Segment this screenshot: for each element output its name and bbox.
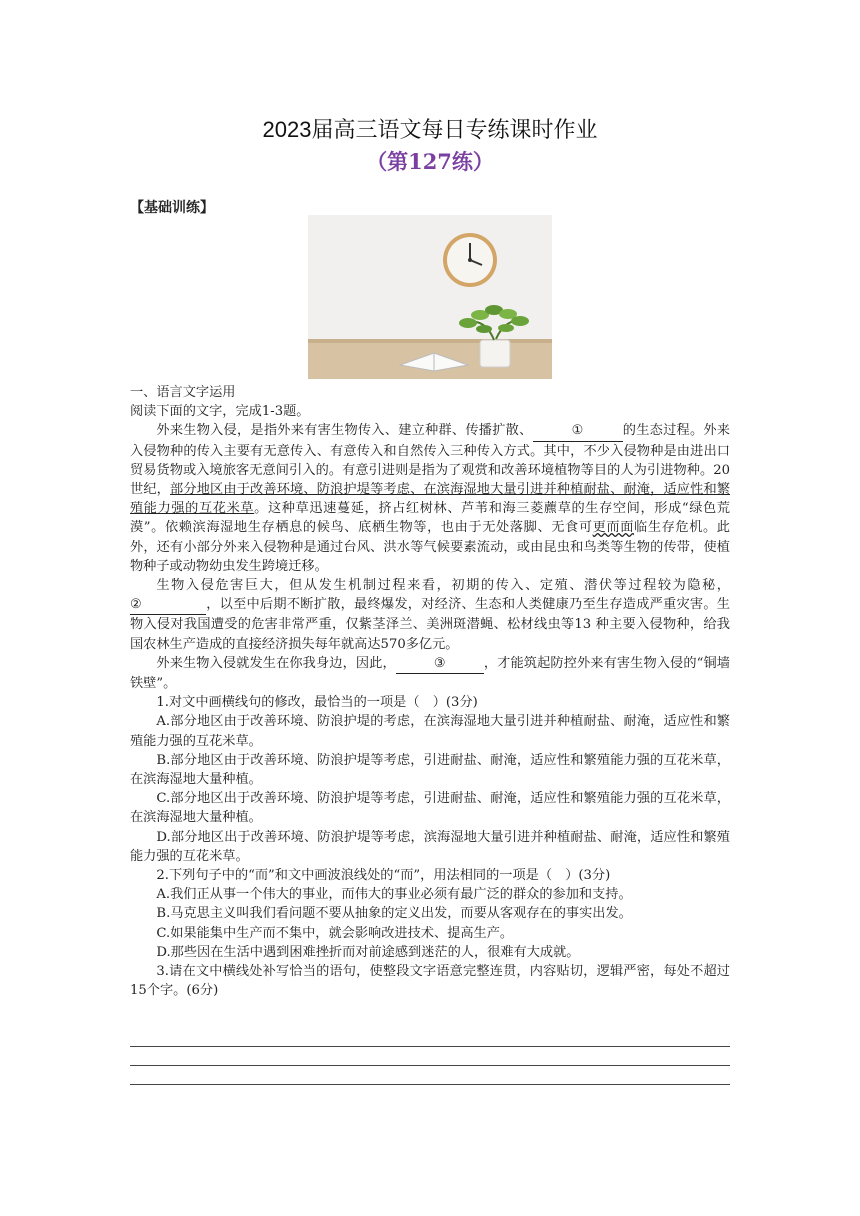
answer-line-3[interactable]	[130, 1084, 730, 1085]
underlined-sentence: 部分地区由于改善环境、防浪护堤等考虑、在滨海湿地大量引进并种植耐盐、耐淹，适应性和繁殖能力强的互花米草	[130, 482, 731, 517]
question-1-option-b: B.部分地区由于改善环境、防浪护堤等考虑，引进耐盐、耐淹，适应性和繁殖能力强的互花米草，在滨海湿地大量种植。	[130, 752, 730, 788]
question-2-option-d: D.那些因在生活中遇到困难挫折而对前途感到迷茫的人，很难有大成就。	[156, 944, 580, 960]
reading-passage	[130, 383, 730, 1001]
part-heading: 一、语言文字运用	[130, 385, 236, 400]
question-1-option-a: A.部分地区由于改善环境、防浪护堤的考虑，在滨海湿地大量引进并种植耐盐、耐淹，适应性和繁殖能力强的互花米草。	[130, 714, 730, 749]
clock-plant-book-illustration	[308, 215, 552, 379]
blank-1: ①	[533, 421, 623, 441]
question-2-option-c: C.如果能集中生产而不集中，就会影响改进技术、提高生产。	[156, 925, 514, 941]
page-subtitle: （第127练）	[366, 149, 494, 174]
instruction: 阅读下面的文字，完成1-3题。	[130, 404, 310, 420]
question-3: 3.请在文中横线处补写恰当的语句，使整段文字语意完整连贯，内容贴切，逻辑严密，每处不超过15个字。(6分)	[130, 964, 730, 999]
question-2: 2.下列句子中的“而”和文中画波浪线处的“而”，用法相同的一项是（ ）(3分)	[156, 868, 611, 884]
question-2-option-b: B.马克思主义叫我们看问题不要从抽象的定义出发，而要从客观存在的事实出发。	[156, 906, 632, 922]
question-2-option-a: A.我们正从事一个伟大的事业，而伟大的事业必须有最广泛的群众的参加和支持。	[156, 887, 632, 903]
question-1-option-c: C.部分地区出于改善环境、防浪护堤等考虑，引进耐盐、耐淹，适应性和繁殖能力强的互花米草，在滨海湿地大量种植。	[130, 791, 730, 826]
decorative-photo	[308, 215, 552, 379]
answer-line-1[interactable]	[130, 1046, 730, 1047]
page-title: 2023届高三语文每日专练课时作业	[262, 117, 598, 142]
question-1: 1.对文中画横线句的修改，最恰当的一项是（ ）(3分)	[156, 695, 478, 711]
wall-clock-icon	[443, 233, 497, 287]
question-1-option-d: D.部分地区出于改善环境、防浪护堤等考虑，滨海湿地大量引进并种植耐盐、耐淹，适应性和繁殖能力强的互花米草。	[130, 829, 730, 864]
passage-paragraph-1: 外来生物入侵，是指外来有害生物传入、建立种群、传播扩散、 ① 的生态过程。外来入侵物种的传入主要有无意传入、有意传入和自然传入三种传入方式。其中，不少入侵物种是由进出口贸易货物或入境旅客无意间引入的。有意引进则是指为了观赏和改善环境植物等目的人为引进物种。20世纪，部分地区由于改善环境、防浪护堤等考虑、在滨海湿地大量引进并种植耐盐、耐淹，适应性和繁殖能力强的互花米草。这种草迅速蔓延，挤占红树林、芦苇和海三菱藨草的生存空间，形成“绿色荒漠”。依赖滨海湿地生存栖息的候鸟、底栖生物等，也由于无处落脚、无食可更而面临生存危机。此外，还有小部分外来入侵物种是通过台风、洪水等气候要素流动，或由昆虫和鸟类等生物的传带，使植物种子或动物幼虫发生跨境迁移。	[130, 423, 731, 574]
answer-line-2[interactable]	[130, 1065, 730, 1066]
passage-paragraph-2: 生物入侵危害巨大，但从发生机制过程来看，初期的传入、定殖、潜伏等过程较为隐秘，② ，以至中后期不断扩散，最终爆发，对经济、生态和人类健康乃至生存造成严重灾害。生物入侵对我国遭受的危害非常严重，仅紫茎泽兰、美洲斑潜蝇、松材线虫等13 种主要入侵物种，给我国农林生产造成的直接经济损失每年就高达570多亿元。	[130, 578, 730, 652]
wavy-underlined-word: 更而面	[592, 520, 635, 536]
blank-2: ②	[130, 595, 206, 615]
section-heading: 【基础训练】	[130, 199, 214, 215]
blank-3: ③	[396, 654, 484, 674]
passage-paragraph-3: 外来生物入侵就发生在你我身边，因此， ③ ，才能筑起防控外来有害生物入侵的“铜墙铁壁”。	[130, 655, 730, 692]
